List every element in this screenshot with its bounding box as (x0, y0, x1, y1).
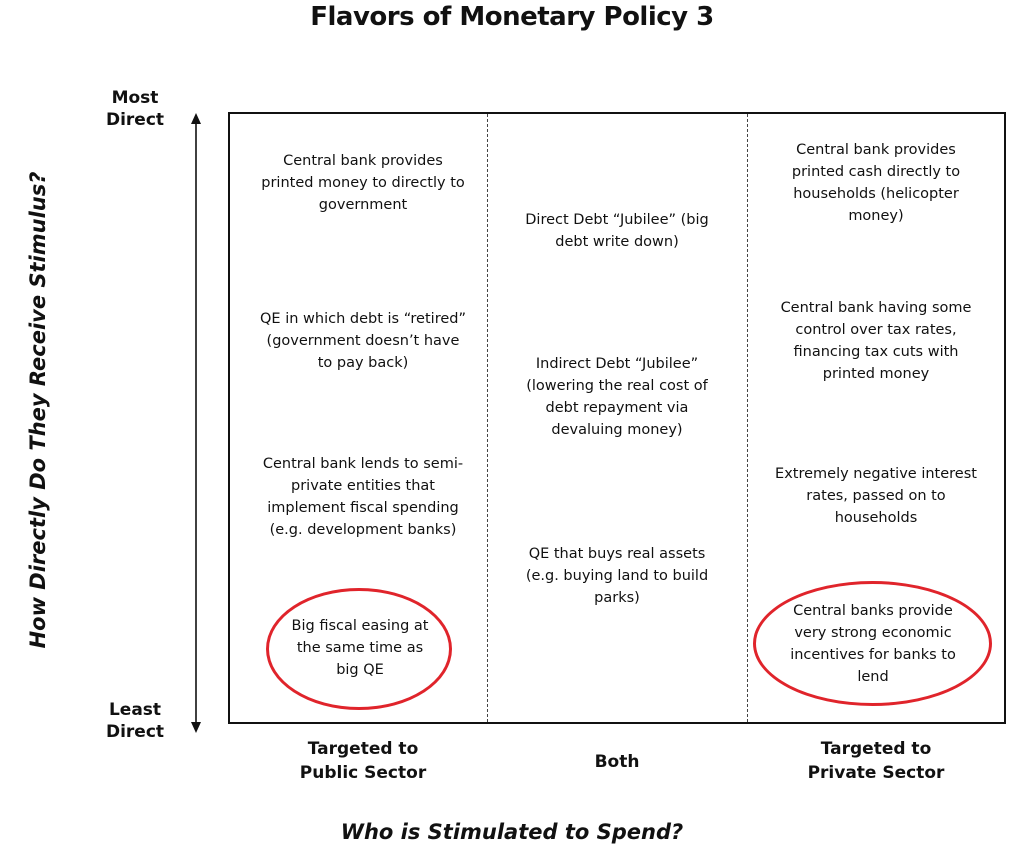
y-axis-arrowhead-up (191, 113, 201, 124)
column-label-both-line1: Both (594, 752, 640, 772)
x-axis-label: Who is Stimulated to Spend? (340, 820, 684, 844)
cell-public-4: Big fiscal easing at the same time as big QE (291, 618, 429, 678)
y-axis-arrowhead-down (191, 722, 201, 733)
column-label-public-line2: Public Sector (299, 763, 427, 783)
y-axis-top-line2: Direct (105, 110, 165, 130)
y-axis-label: How Directly Do They Receive Stimulus? (26, 171, 50, 649)
cell-both-2: Indirect Debt “Jubilee” (lowering the real cost of debt repayment via devaluing money) (526, 356, 708, 438)
column-label-both (527, 750, 707, 774)
cell-public-2: QE in which debt is “retired” (government doesn’t have to pay back) (260, 311, 466, 371)
y-axis-top-line1: Most (111, 88, 159, 108)
cell-private-4: Central banks provide very strong economic incentives for banks to lend (790, 603, 956, 685)
diagram-title: Flavors of Monetary Policy 3 (310, 2, 714, 32)
y-axis-bottom-line2: Direct (105, 722, 165, 742)
column-label-private-line2: Private Sector (807, 763, 945, 783)
cell-both-1: Direct Debt “Jubilee” (big debt write down) (525, 212, 709, 250)
highlight-ellipse-private (753, 581, 992, 706)
column-label-public (273, 737, 453, 785)
column-divider-left (487, 114, 488, 722)
cell-both-3: QE that buys real assets (e.g. buying land to build parks) (525, 546, 709, 606)
cell-public-1: Central bank provides printed money to directly to government (261, 153, 465, 213)
highlight-ellipse-public (266, 588, 452, 710)
column-label-private (786, 737, 966, 785)
column-label-private-line1: Targeted to (820, 739, 932, 759)
column-label-public-line1: Targeted to (307, 739, 419, 759)
cell-public-3: Central bank lends to semi-private entities that implement fiscal spending (e.g. development banks) (262, 456, 464, 538)
y-axis-bottom-line1: Least (108, 700, 162, 720)
cell-private-1: Central bank provides printed cash directly to households (helicopter money) (791, 142, 961, 224)
cell-private-3: Extremely negative interest rates, passed on to households (775, 466, 977, 526)
cell-private-2: Central bank having some control over tax rates, financing tax cuts with printed money (780, 300, 972, 382)
column-divider-right (747, 114, 748, 722)
